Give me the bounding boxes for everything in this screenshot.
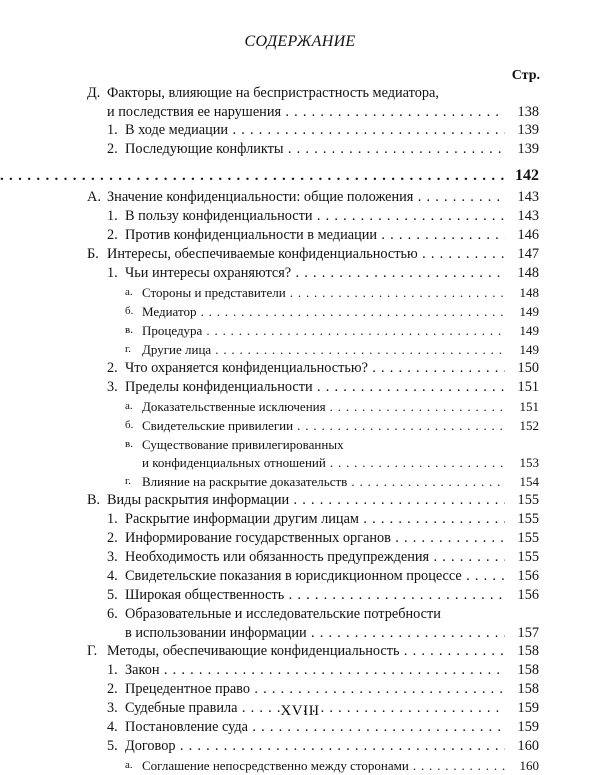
toc-entry-page: 151 [519, 399, 539, 414]
toc-entry [87, 245, 539, 264]
toc-entry-title: Что охраняется конфиденциальностью? . . . [125, 359, 505, 378]
toc-entry-title: Постановление суда . . . [125, 718, 505, 737]
toc-entry-title [0, 165, 505, 187]
toc-entry-marker: 1. [107, 662, 118, 678]
toc-entry [87, 737, 539, 756]
toc-entry-title: Методы, обеспечивающие конфиденциальность . . . [107, 642, 505, 661]
toc-entry-page: 139 [517, 122, 539, 138]
toc-entry [87, 718, 539, 737]
toc-entry-marker: г. [125, 343, 132, 355]
toc-entry-page: 143 [517, 189, 539, 205]
toc-entry-marker: 6. [107, 606, 118, 622]
toc-entry-marker: б. [125, 419, 134, 431]
toc-entry-marker: 5. [107, 738, 118, 754]
toc-entry-marker: 2. [107, 530, 118, 546]
toc-entry [87, 435, 539, 454]
toc-entry [87, 321, 539, 340]
toc-entry-marker: 2. [107, 141, 118, 157]
toc-entry-title: В пользу конфиденциальности . . . [125, 207, 505, 226]
toc-entry-page: 154 [519, 474, 539, 489]
toc-entry-marker: в. [125, 324, 133, 336]
toc-entry-marker: 2. [107, 227, 118, 243]
toc-entry-title: Договор . . . [125, 737, 505, 756]
toc-entry-title: Образовательные и исследовательские потребности [125, 606, 441, 622]
toc-entry-page: 160 [519, 758, 539, 773]
toc-entry-title: Свидетельские привилегии . . . [142, 416, 505, 435]
toc-entry-marker: б. [125, 305, 134, 317]
toc-entry-title: Процедура . . . [142, 321, 505, 340]
toc-entry-marker: 3. [107, 379, 118, 395]
toc-chapter-entry [87, 165, 539, 187]
toc-entry [87, 642, 539, 661]
toc-entry [87, 510, 539, 529]
toc-entry [87, 491, 539, 510]
toc-entry-title: Пределы конфиденциальности . . . [125, 378, 505, 397]
toc-entry-page: 156 [517, 587, 539, 603]
toc-entry-marker: Д. [87, 85, 101, 101]
toc-entry [87, 378, 539, 397]
toc-entry-page: 148 [519, 285, 539, 300]
toc-entry [87, 140, 539, 159]
toc-entry-page: 138 [517, 104, 539, 120]
toc-entry [87, 605, 539, 624]
toc-entry-page: 158 [517, 643, 539, 659]
toc-entry-marker: 1. [107, 122, 118, 138]
toc-entry [87, 340, 539, 359]
toc-entry-page: 149 [519, 323, 539, 338]
toc-entry-title: Широкая общественность . . . [125, 586, 505, 605]
toc-entry [87, 188, 539, 207]
toc-entry-page: 153 [519, 455, 539, 470]
toc-entry-title: Влияние на раскрытие доказательств . . . [142, 472, 505, 491]
toc-entry-marker: г. [125, 475, 132, 487]
page-number-roman: XVIII [280, 703, 320, 719]
toc-entry [87, 624, 539, 642]
toc-entry-marker: 3. [107, 549, 118, 565]
toc-entry-page: 157 [517, 625, 539, 641]
toc-entry-marker: Г. [87, 643, 98, 659]
toc-entry-page: 160 [517, 738, 539, 754]
toc-entry-marker: Б. [87, 246, 99, 262]
toc-entry-page: 159 [517, 700, 539, 716]
toc-entry-title: Последующие конфликты . . . [125, 140, 505, 159]
toc-entry-page: 155 [517, 549, 539, 565]
toc-entry [87, 586, 539, 605]
toc-entry-marker: а. [125, 759, 133, 771]
toc-entry-title: и конфиденциальных отношений . . . [142, 454, 505, 472]
toc-entry-title: Доказательственные исключения . . . [142, 397, 505, 416]
toc-entry-marker: а. [125, 400, 133, 412]
toc-entry [87, 756, 539, 775]
toc-entry [87, 548, 539, 567]
toc-entry-title: Закон . . . [125, 661, 505, 680]
toc-entry [87, 121, 539, 140]
toc-entry-page: 148 [517, 265, 539, 281]
toc-entry-marker: 4. [107, 719, 118, 735]
toc-entry-marker: 5. [107, 587, 118, 603]
toc-entry-page: 152 [519, 418, 539, 433]
toc-entry-marker: В. [87, 492, 101, 508]
toc-entry-page: 146 [517, 227, 539, 243]
toc-entry [87, 103, 539, 121]
toc-entry [87, 84, 539, 103]
toc-entry-title: В ходе медиации . . . [125, 121, 505, 140]
toc-entry-page: 158 [517, 662, 539, 678]
toc-entry-title: Прецедентное право . . . [125, 680, 505, 699]
toc-entry [87, 283, 539, 302]
toc-entry-marker: 1. [107, 265, 118, 281]
toc-entry [87, 207, 539, 226]
toc-entry-title: и последствия ее нарушения . . . [107, 103, 505, 121]
toc-entry [87, 680, 539, 699]
toc-entry-title: Свидетельские показания в юрисдикционном процессе . . . [125, 567, 505, 586]
toc-entry-title: Судебные правила . . . [125, 699, 505, 718]
toc-entry-title: Стороны и представители . . . [142, 283, 505, 302]
toc-entry-title: Другие лица . . . [142, 340, 505, 359]
toc-entry-title: Необходимость или обязанность предупреждения . . . [125, 548, 505, 567]
toc-entry-page: 151 [517, 379, 539, 395]
toc-entry-title: Существование привилегированных [142, 437, 344, 452]
toc-entry-title: Виды раскрытия информации . . . [107, 491, 505, 510]
toc-entry-title: Интересы, обеспечиваемые конфиденциальностью . . . [107, 245, 505, 264]
toc-entry-title: Против конфиденциальности в медиации . . . [125, 226, 505, 245]
toc-entry-page: 155 [517, 492, 539, 508]
toc-entry [87, 529, 539, 548]
toc-entry-page: 156 [517, 568, 539, 584]
toc-entry-title: Раскрытие информации другим лицам . . . [125, 510, 505, 529]
toc-entry-page: 150 [517, 360, 539, 376]
toc-entry-marker: 3. [107, 700, 118, 716]
toc-entry-marker: а. [125, 286, 133, 298]
toc-entry [87, 302, 539, 321]
toc-entry-page: 139 [517, 141, 539, 157]
page-column-label: Стр. [511, 68, 540, 83]
toc-entry-page: 149 [519, 304, 539, 319]
toc-entry [87, 226, 539, 245]
toc-entry-marker: 1. [107, 511, 118, 527]
toc-entry-page: 149 [519, 342, 539, 357]
toc-entry-page: 158 [517, 681, 539, 697]
toc-entry-title: Медиатор . . . [142, 302, 505, 321]
toc-entry [87, 454, 539, 472]
toc-entry-page: 147 [517, 246, 539, 262]
toc-entry [87, 359, 539, 378]
toc-entry-page: 155 [517, 511, 539, 527]
toc-entry-page: 142 [515, 167, 539, 184]
toc-entry-marker: 2. [107, 681, 118, 697]
toc-entry-page: 143 [517, 208, 539, 224]
toc-entry-marker: 1. [107, 208, 118, 224]
toc-entry-title: в использовании информации . . . [125, 624, 505, 642]
toc-entry-page: 159 [517, 719, 539, 735]
toc-entry-marker: в. [125, 438, 133, 450]
toc-entry-title: Чьи интересы охраняются? . . . [125, 264, 505, 283]
toc-entry [87, 264, 539, 283]
toc-entry-title: Информирование государственных органов . . . [125, 529, 505, 548]
toc-entry-page: 155 [517, 530, 539, 546]
toc-entry-marker: А. [87, 189, 101, 205]
table-of-contents [87, 84, 539, 775]
toc-entry [87, 661, 539, 680]
toc-entry [87, 416, 539, 435]
toc-entry [87, 397, 539, 416]
toc-entry [87, 567, 539, 586]
toc-entry-marker: 2. [107, 360, 118, 376]
toc-entry-title: Факторы, влияющие на беспристрастность медиатора, [107, 85, 439, 101]
toc-entry-title: Значение конфиденциальности: общие положения . . . [107, 188, 505, 207]
toc-entry-title: Соглашение непосредственно между сторонами . . . [142, 756, 505, 775]
running-header: СОДЕРЖАНИЕ [244, 33, 356, 50]
toc-entry-marker: 4. [107, 568, 118, 584]
toc-entry [87, 472, 539, 491]
